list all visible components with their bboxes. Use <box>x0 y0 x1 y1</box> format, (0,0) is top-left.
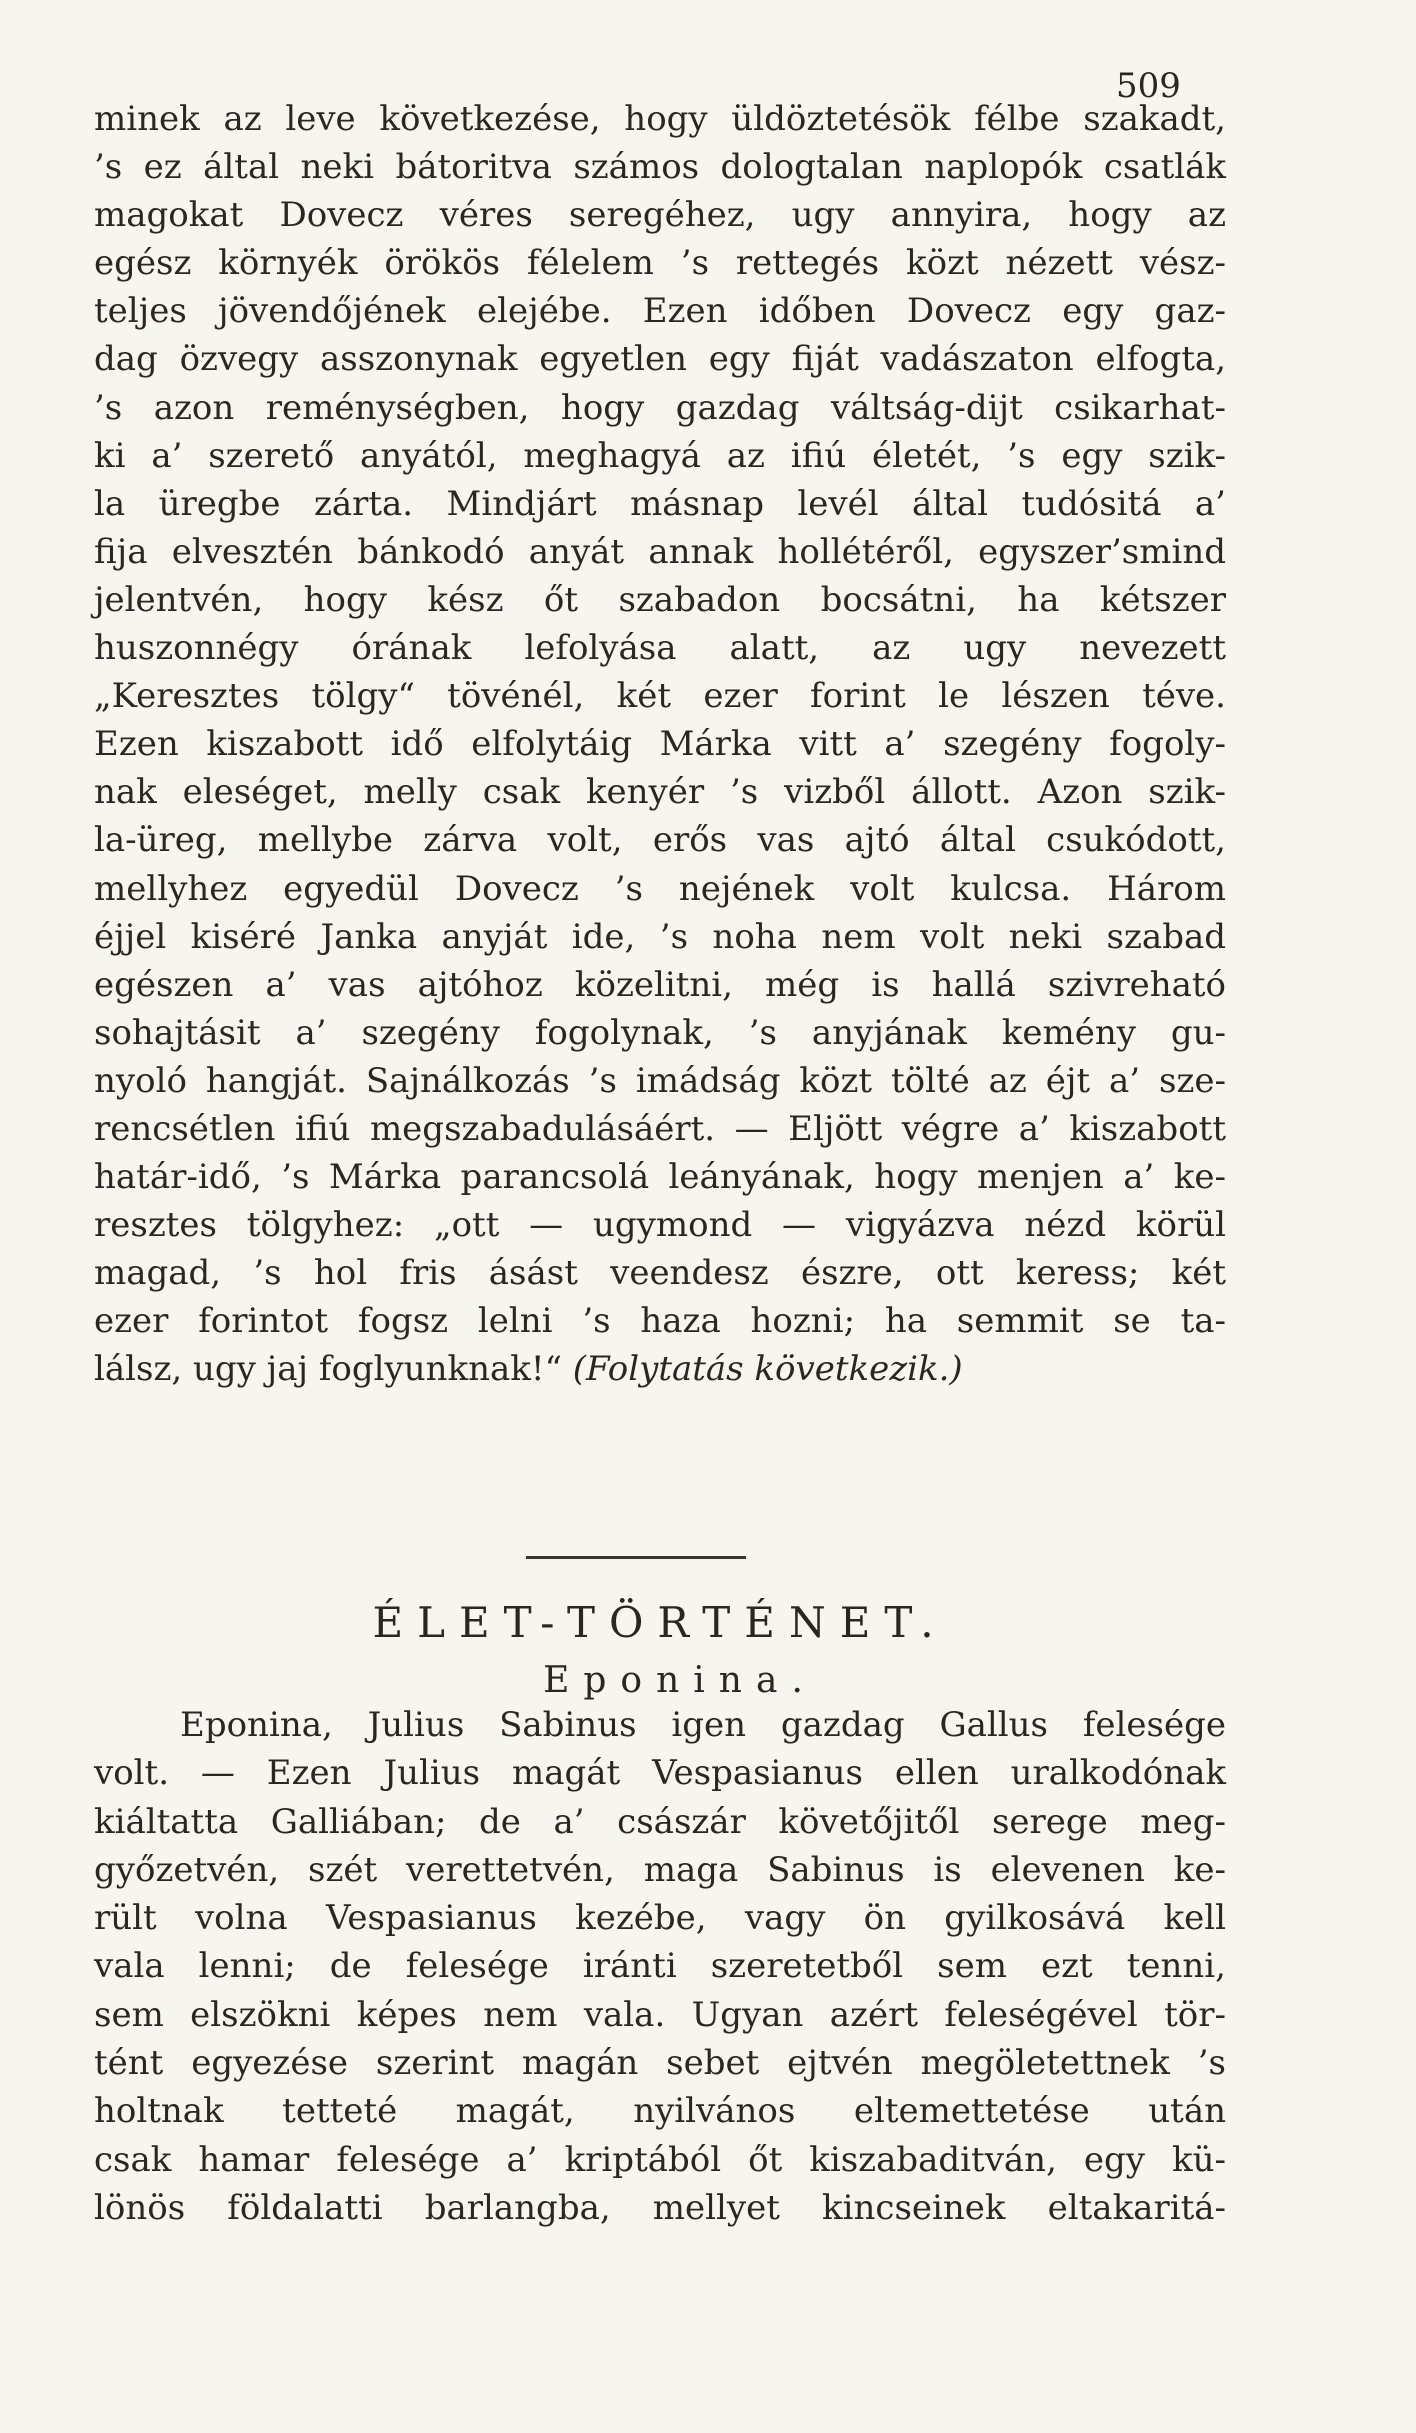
text-line: vala lenni; de felesége iránti szeretetből sem ezt tenni, <box>94 1946 1226 1987</box>
text-line: nak eleséget, melly csak kenyér ’s vizből állott. Azon szik- <box>94 772 1226 813</box>
text-line: éjjel kiséré Janka anyját ide, ’s noha nem volt neki szabad <box>94 916 1226 957</box>
text-line: sohajtásit a’ szegény fogolynak, ’s anyjának kemény gu- <box>94 1012 1226 1053</box>
text-line: mellyhez egyedül Dovecz ’s nejének volt kulcsa. Három <box>94 868 1226 909</box>
text-line: határ-idő, ’s Márka parancsolá leányának, hogy menjen a’ ke- <box>94 1157 1226 1198</box>
text-line: magokat Dovecz véres seregéhez, ugy annyira, hogy az <box>94 195 1226 236</box>
text-line: dag özvegy asszonynak egyetlen egy fiját vadászaton elfogta, <box>94 339 1226 380</box>
text-line: lönös földalatti barlangba, mellyet kincseinek eltakaritá- <box>94 2187 1226 2228</box>
text-line: ’s azon reménységben, hogy gazdag váltság-dijt csikarhat- <box>94 387 1226 428</box>
text-line: kiáltatta Galliában; de a’ császár követőjitől serege meg- <box>94 1801 1226 1842</box>
text-line: ’s ez által neki bátoritva számos dologtalan naplopók csatlák <box>94 147 1226 188</box>
text-line: fija elvesztén bánkodó anyát annak hollétéről, egyszer’smind <box>94 531 1226 572</box>
text-line: teljes jövendőjének elejébe. Ezen időben Dovecz egy gaz- <box>94 291 1226 332</box>
text-line: rült volna Vespasianus kezébe, vagy ön gyilkosává kell <box>94 1898 1226 1939</box>
text-line: csak hamar felesége a’ kriptából őt kiszabaditván, egy kü- <box>94 2139 1226 2180</box>
text-line: huszonnégy órának lefolyása alatt, az ugy nevezett <box>94 628 1226 669</box>
section-divider <box>526 1556 746 1559</box>
text-line: ezer forintot fogsz lelni ’s haza hozni; ha semmit se ta- <box>94 1301 1226 1342</box>
story-continuation-text <box>94 95 1226 1394</box>
section-subheading: Eponina. <box>543 1660 817 1701</box>
biography-text <box>94 1701 1226 2232</box>
text-line: sem elszökni képes nem vala. Ugyan azért feleségével tör- <box>94 1994 1226 2035</box>
text-line: „Keresztes tölgy“ tövénél, két ezer forint le lészen téve. <box>94 676 1226 717</box>
text-line: magad, ’s hol fris ásást veendesz észre, ott keress; két <box>94 1253 1226 1294</box>
text-line: rencsétlen ifiú megszabadulásáért. — Eljött végre a’ kiszabott <box>94 1108 1226 1149</box>
continuation-note: (Folytatás következik.) <box>572 1349 963 1390</box>
text-line: győzetvén, szét verettetvén, maga Sabinus is elevenen ke- <box>94 1849 1226 1890</box>
closing-sentence: lálsz, ugy jaj foglyunknak!“ <box>94 1349 573 1390</box>
text-line: egész környék örökös félelem ’s rettegés közt nézett vész- <box>94 243 1226 284</box>
text-line: la üregbe zárta. Mindjárt másnap levél által tudósitá a’ <box>94 483 1226 524</box>
text-line: tént egyezése szerint magán sebet ejtvén megöletettnek ’s <box>94 2043 1226 2084</box>
text-line: Eponina, Julius Sabinus igen gazdag Gallus felesége <box>180 1705 1226 1745</box>
text-line: volt. — Ezen Julius magát Vespasianus ellen uralkodónak <box>94 1753 1226 1794</box>
text-line: resztes tölgyhez: „ott — ugymond — vigyázva nézd körül <box>94 1205 1226 1246</box>
text-line: ki a’ szerető anyától, meghagyá az ifiú életét, ’s egy szik- <box>94 435 1226 476</box>
text-line: la-üreg, mellybe zárva volt, erős vas ajtó által csukódott, <box>94 820 1226 861</box>
text-line: Ezen kiszabott idő elfolytáig Márka vitt a’ szegény fogoly- <box>94 724 1226 765</box>
text-line: holtnak tetteté magát, nyilvános eltemettetése után <box>94 2091 1226 2132</box>
section-heading: ÉLET-TÖRTÉNET. <box>372 1598 948 1647</box>
page-number: 509 <box>1116 66 1181 106</box>
text-line: nyoló hangját. Sajnálkozás ’s imádság közt tölté az éjt a’ sze- <box>94 1060 1226 1101</box>
text-line: minek az leve következése, hogy üldöztetésök félbe szakadt, <box>94 99 1226 139</box>
text-line: jelentvén, hogy kész őt szabadon bocsátni, ha kétszer <box>94 579 1226 620</box>
text-line-last <box>94 1345 1226 1393</box>
text-line: egészen a’ vas ajtóhoz közelitni, még is hallá szivreható <box>94 964 1226 1005</box>
